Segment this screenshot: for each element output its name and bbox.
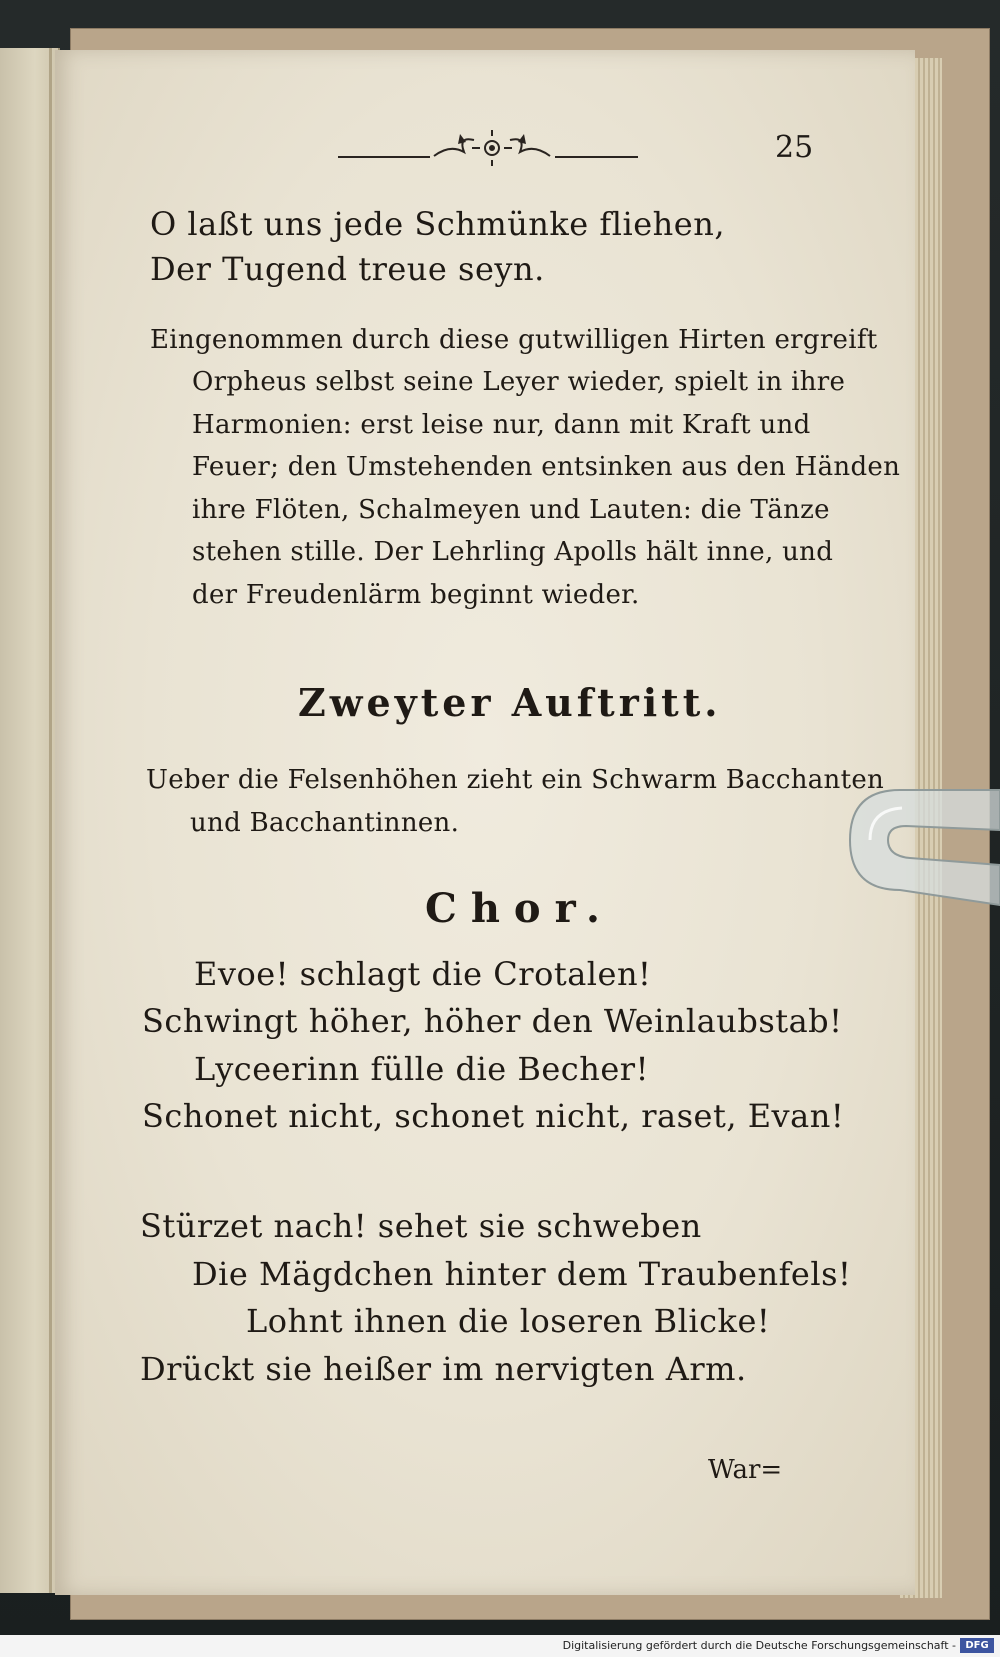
prose-line: stehen stille. Der Lehrling Apolls hält inne, und — [192, 537, 834, 567]
header-rule-left — [338, 156, 430, 158]
footer-credit: Digitalisierung gefördert durch die Deutsche Forschungsgemeinschaft - — [562, 1639, 956, 1652]
prose-line: Eingenommen durch diese gutwilligen Hirten ergreift — [150, 325, 878, 355]
dfg-logo-icon: DFG — [960, 1638, 994, 1653]
chor-line: Drückt sie heißer im nervigten Arm. — [140, 1350, 747, 1388]
floral-ornament-icon — [430, 126, 554, 168]
scene-heading: Zweyter Auftritt. — [298, 680, 722, 725]
left-page-edge — [0, 48, 60, 1593]
header-rule-right — [555, 156, 638, 158]
chor-line: Stürzet nach! sehet sie schweben — [140, 1207, 702, 1245]
chor-line: Schonet nicht, schonet nicht, raset, Evan! — [142, 1097, 845, 1135]
prose-line: ihre Flöten, Schalmeyen und Lauten: die Tänze — [192, 495, 830, 525]
chor-line: Die Mägdchen hinter dem Traubenfels! — [192, 1255, 852, 1293]
stage-direction-line: Ueber die Felsenhöhen zieht ein Schwarm Bacchanten — [146, 765, 885, 795]
chor-line: Schwingt höher, höher den Weinlaubstab! — [142, 1002, 843, 1040]
stage-direction-line: und Bacchantinnen. — [190, 808, 460, 838]
chor-heading: Chor. — [425, 885, 614, 932]
verse-line: O laßt uns jede Schmünke fliehen, — [150, 205, 725, 243]
prose-line: der Freudenlärm beginnt wieder. — [192, 580, 640, 610]
catchword: War= — [708, 1455, 783, 1485]
paper-clip-icon — [840, 770, 1000, 930]
chor-line: Lohnt ihnen die loseren Blicke! — [246, 1302, 771, 1340]
verse-line: Der Tugend treue seyn. — [150, 250, 545, 288]
prose-line: Feuer; den Umstehenden entsinken aus den Händen — [192, 452, 901, 482]
prose-line: Orpheus selbst seine Leyer wieder, spielt in ihre — [192, 367, 846, 397]
chor-line: Evoe! schlagt die Crotalen! — [194, 955, 652, 993]
page-number: 25 — [775, 130, 814, 165]
chor-line: Lyceerinn fülle die Becher! — [194, 1050, 649, 1088]
prose-line: Harmonien: erst leise nur, dann mit Kraft und — [192, 410, 811, 440]
